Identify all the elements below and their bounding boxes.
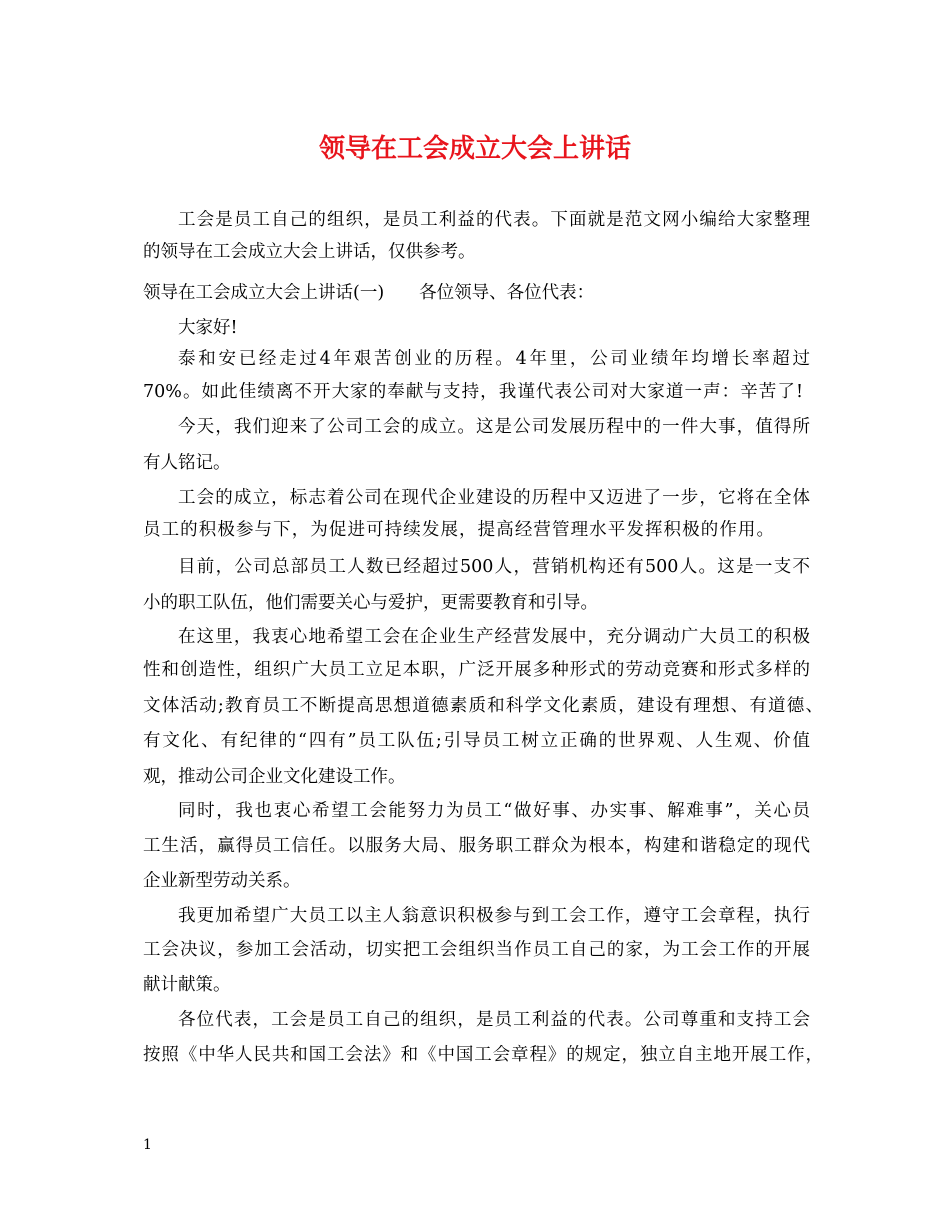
paragraph-line: 70%。如此佳绩离不开大家的奉献与支持，我谨代表公司对大家道一声：辛苦了! — [143, 382, 803, 402]
paragraph-line: 观，推动公司企业文化建设工作。 — [143, 767, 406, 787]
paragraph-line: 小的职工队伍，他们需要关心与爱护，更需要教育和引导。 — [143, 593, 598, 613]
paragraph-line: 工会的成立，标志着公司在现代企业建设的历程中又迈进了一步，它将在全体 — [178, 488, 810, 508]
paragraph-line: 各位代表，工会是员工自己的组织，是员工利益的代表。公司尊重和支持工会 — [178, 1010, 810, 1030]
section-heading-line: 领导在工会成立大会上讲话(一) 各位领导、各位代表： — [143, 283, 595, 303]
paragraph-line: 今天，我们迎来了公司工会的成立。这是公司发展历程中的一件大事，值得所 — [178, 417, 810, 437]
document-title: 领导在工会成立大会上讲话 — [318, 134, 631, 164]
paragraph-line: 的领导在工会成立大会上讲话，仅供参考。 — [143, 242, 476, 262]
paragraph-line: 工会是员工自己的组织，是员工利益的代表。下面就是范文网小编给大家整理 — [178, 210, 810, 230]
paragraph-line: 目前，公司总部员工人数已经超过500人，营销机构还有500人。这是一支不 — [178, 557, 810, 577]
paragraph-line: 工生活，赢得员工信任。以服务大局、服务职工群众为根本，构建和谐稳定的现代 — [143, 836, 810, 856]
paragraph-line: 献计献策。 — [143, 975, 231, 995]
paragraph-line: 泰和安已经走过4年艰苦创业的历程。4年里，公司业绩年均增长率超过 — [178, 349, 810, 369]
paragraph-line: 文体活动;教育员工不断提高思想道德素质和科学文化素质，建设有理想、有道德、 — [143, 696, 823, 716]
paragraph-line: 有人铭记。 — [143, 453, 231, 473]
paragraph-line: 按照《中华人民共和国工会法》和《中国工会章程》的规定，独立自主地开展工作， — [143, 1045, 823, 1065]
paragraph-line: 工会决议，参加工会活动，切实把工会组织当作员工自己的家，为工会工作的开展 — [143, 940, 810, 960]
paragraph-line: 同时，我也衷心希望工会能努力为员工“做好事、办实事、解难事”，关心员 — [178, 801, 810, 821]
paragraph-line: 性和创造性，组织广大员工立足本职，广泛开展多种形式的劳动竞赛和形式多样的 — [143, 660, 810, 680]
page-number: 1 — [143, 1137, 152, 1153]
paragraph-line: 员工的积极参与下，为促进可持续发展，提高经营管理水平发挥积极的作用。 — [143, 520, 774, 540]
paragraph-line: 在这里，我衷心地希望工会在企业生产经营发展中，充分调动广大员工的积极 — [178, 627, 810, 647]
paragraph-line: 企业新型劳动关系。 — [143, 871, 301, 891]
paragraph-line: 有文化、有纪律的“四有”员工队伍;引导员工树立正确的世界观、人生观、价值 — [143, 731, 810, 751]
paragraph-line: 我更加希望广大员工以主人翁意识积极参与到工会工作，遵守工会章程，执行 — [178, 906, 810, 926]
paragraph-line: 大家好! — [178, 318, 238, 338]
